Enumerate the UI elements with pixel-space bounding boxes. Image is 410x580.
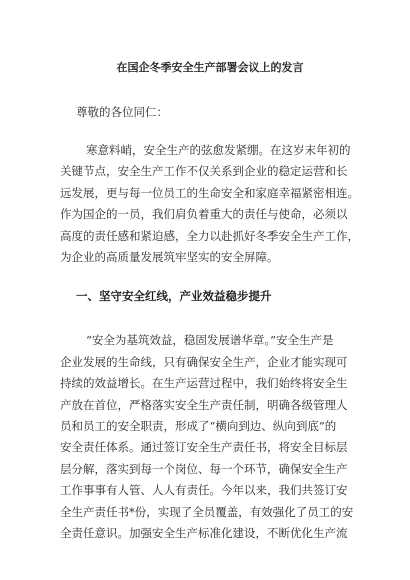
paragraph-line: 远发展，更与每一位员工的生命安全和家庭幸福紧密相连。: [60, 185, 359, 200]
paragraph-line: 为企业的高质量发展筑牢坚实的安全屏障。: [60, 250, 279, 265]
paragraph-section-1: [60, 330, 360, 544]
paragraph-line: 产放在首位，严格落实安全生产责任制，明确各级管理人: [60, 397, 348, 412]
paragraph-line: 高度的责任感和紧迫感，全力以赴抓好冬季安全生产工作，: [60, 228, 359, 243]
paragraph-line: 层分解，落实到每一个岗位、每一个环节，确保安全生产: [60, 461, 348, 476]
paragraph-intro: [60, 140, 360, 268]
salutation: 尊敬的各位同仁：: [76, 105, 168, 119]
paragraph-line: 全生产责任书*份，实现了全员覆盖，有效强化了员工的安: [60, 504, 354, 519]
paragraph-line: 作为国企的一员，我们肩负着重大的责任与使命，必须以: [60, 207, 348, 222]
paragraph-line: 寒意料峭，安全生产的弦愈发紧绷。在这岁末年初的: [86, 143, 351, 157]
paragraph-line: 企业发展的生命线，只有确保安全生产，企业才能实现可: [60, 354, 348, 369]
paragraph-line: 全责任意识。加强安全生产标准化建设，不断优化生产流: [60, 526, 348, 541]
paragraph-line: 持续的效益增长。在生产运营过程中，我们始终将安全生: [60, 376, 348, 391]
document-title: 在国企冬季安全生产部署会议上的发言: [116, 61, 304, 74]
paragraph-line: “安全为基筑效益，稳固发展谱华章。”安全生产是: [86, 333, 334, 348]
paragraph-line: 员和员工的安全职责，形成了“横向到边、纵向到底”的: [60, 419, 337, 434]
paragraph-line: 关键节点，安全生产工作不仅关系到企业的稳定运营和长: [60, 164, 348, 179]
section-heading: 一、坚守安全红线，产业效益稳步提升: [76, 289, 272, 304]
paragraph-line: 安全责任体系。通过签订安全生产责任书，将安全目标层: [60, 440, 348, 455]
paragraph-line: 工作事事有人管、人人有责任。今年以来，我们共签订安: [60, 483, 348, 498]
